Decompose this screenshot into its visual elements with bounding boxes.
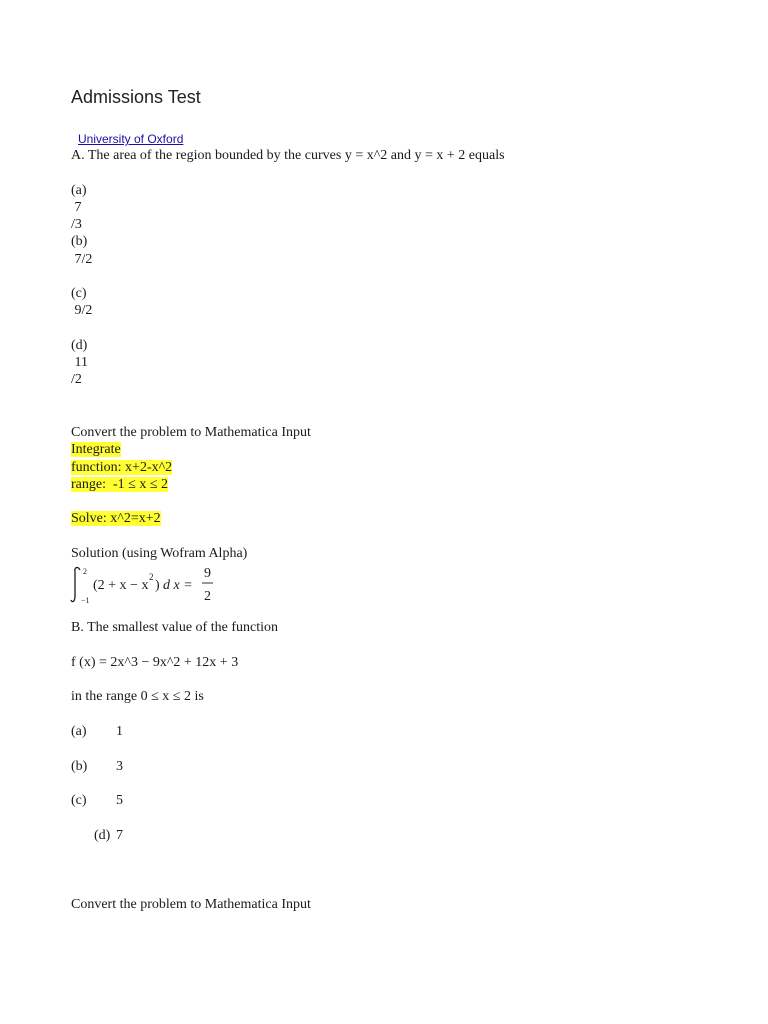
question-b-option-d-value: 7 — [116, 828, 123, 843]
source-link[interactable]: University of Oxford — [78, 132, 184, 146]
question-a-option-a-denominator: /3 — [71, 217, 82, 232]
fraction-denominator: 2 — [204, 589, 211, 604]
question-b-option-d-label: (d) — [94, 828, 111, 843]
question-b-option-c-label: (c) — [71, 793, 87, 808]
solution-heading: Solution (using Wofram Alpha) — [71, 546, 248, 561]
question-b-function: f (x) = 2x^3 − 9x^2 + 12x + 3 — [71, 655, 239, 670]
page-title: Admissions Test — [71, 87, 201, 107]
source-link-container — [71, 114, 183, 148]
question-b-option-c-value: 5 — [116, 793, 123, 808]
mathematica-function — [71, 459, 172, 476]
question-a-option-a-label: (a) — [71, 183, 87, 198]
question-a-option-d-numerator: 11 — [71, 355, 88, 370]
mathematica-integrate-text: Integrate — [71, 442, 121, 457]
question-a-option-b-label: (b) — [71, 234, 88, 249]
question-a-option-d-label: (d) — [71, 338, 88, 353]
question-b-range: in the range 0 ≤ x ≤ 2 is — [71, 689, 204, 704]
integral-equation — [70, 565, 220, 605]
question-a-prompt: A. The area of the region bounded by the curves y = x^2 and y = x + 2 equals — [71, 148, 505, 163]
mathematica-function-text: function: x+2-x^2 — [71, 460, 173, 475]
question-a-convert-heading: Convert the problem to Mathematica Input — [71, 425, 311, 440]
question-a-option-c-label: (c) — [71, 286, 87, 301]
integrand-close: ) — [155, 578, 160, 593]
integrand-exponent: 2 — [149, 572, 154, 582]
question-a-option-d-denominator: /2 — [71, 372, 82, 387]
integral-upper-limit: 2 — [83, 567, 87, 576]
question-b-option-b-value: 3 — [116, 759, 123, 774]
question-a-option-c-value: 9/2 — [71, 303, 93, 318]
fraction-numerator: 9 — [204, 566, 211, 581]
question-a-option-a-numerator: 7 — [71, 200, 82, 215]
question-b-convert-heading: Convert the problem to Mathematica Input — [71, 897, 311, 912]
question-a-option-b-value: 7/2 — [71, 252, 93, 267]
question-b-prompt: B. The smallest value of the function — [71, 620, 278, 635]
integral-sign-icon — [71, 568, 80, 602]
integral-lower-limit: −1 — [81, 596, 90, 605]
mathematica-solve-text: Solve: x^2=x+2 — [71, 511, 161, 526]
integrand-text: (2 + x − x — [93, 578, 149, 593]
differential-text: d x = — [163, 578, 193, 593]
mathematica-range — [71, 476, 168, 493]
question-b-option-b-label: (b) — [71, 759, 88, 774]
question-b-option-a-label: (a) — [71, 724, 87, 739]
solution-formula — [70, 565, 220, 605]
mathematica-integrate — [71, 441, 121, 458]
mathematica-solve — [71, 510, 161, 527]
question-b-option-a-value: 1 — [116, 724, 123, 739]
mathematica-range-text: range: -1 ≤ x ≤ 2 — [71, 477, 169, 492]
